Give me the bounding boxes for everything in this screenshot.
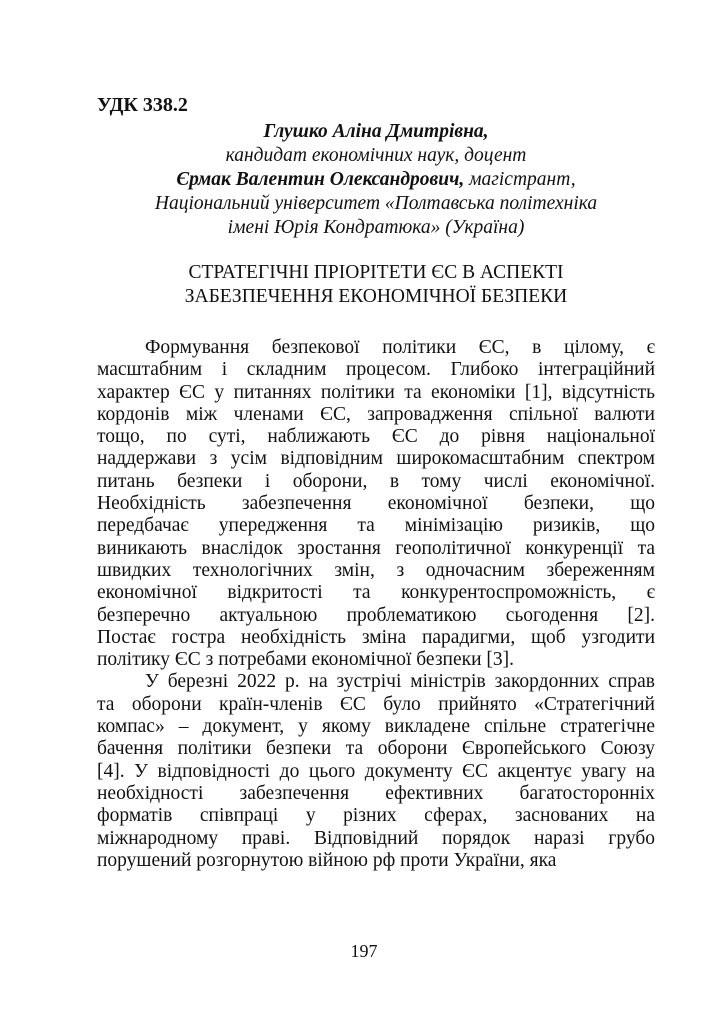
text-line: економічної відкритості та конкурентоспроможність, є [97,582,655,604]
author1-position: кандидат економічних наук, доцент [225,145,527,166]
article-body [97,337,655,872]
udk-code: УДК 338.2 [97,94,188,116]
text-line: бачення політики безпеки та оборони Європейського Союзу [97,738,655,760]
text-line: У березні 2022 р. на зустрічі міністрів закордонних справ [145,671,655,693]
text-line: політику ЄС з потребами економічної безпеки [3]. [97,649,515,671]
text-line: компас» – документ, у якому викладене спільне стратегічне [97,716,655,738]
affiliation-line: Національний університет «Полтавська політехніка [154,193,598,214]
text-line: тощо, по суті, наближають ЄС до рівня національної [97,426,655,448]
text-line: питань безпеки і оборони, в тому числі економічної. [97,470,655,492]
title-line: СТРАТЕГІЧНІ ПРІОРІТЕТИ ЄС В АСПЕКТІ [188,262,564,283]
page-number: 197 [350,941,378,961]
text-line: кордонів між членами ЄС, запровадження спільної валюти [97,403,655,425]
text-line: масштабним і складним процесом. Глибоко інтеграційний [97,359,655,381]
text-line: Постає гостра необхідність зміна парадигми, щоб узгодити [97,626,655,648]
paragraph-1 [97,337,655,671]
author2-name: Єрмак Валентин Олександрович, [176,169,465,190]
text-line: форматів співпраці у різних сферах, заснованих на [97,805,655,827]
author1-name: Глушко Аліна Дмитрівна, [263,121,489,142]
text-line: порушений розгорнутою війною рф проти України, яка [97,849,557,871]
text-line: [4]. У відповідності до цього документу ЄС акцентує увагу на [97,760,655,782]
text-line: Необхідність забезпечення економічної безпеки, що [97,493,655,515]
text-line: необхідності забезпечення ефективних багатосторонніх [97,782,655,804]
affiliation-line: імені Юрія Кондратюка» (Україна) [227,217,525,238]
text-line: швидких технологічних змін, з одночасним збереженням [97,559,655,581]
text-line: виникають внаслідок зростання геополітичної конкуренції та [97,537,655,559]
paragraph-2 [97,671,655,872]
title-line: ЗАБЕЗПЕЧЕННЯ ЕКОНОМІЧНОЇ БЕЗПЕКИ [184,286,568,307]
text-line: передбачає упередження та мінімізацію ризиків, що [97,515,655,537]
text-line: характер ЄС у питаннях політики та економіки [1], відсутність [97,381,655,403]
text-line: та оборони країн-членів ЄС було прийнято «Стратегічний [97,693,655,715]
author-block [97,120,655,240]
text-line: Формування безпекової політики ЄС, в цілому, є [145,337,655,358]
text-line: наддержави з усім відповідним широкомасштабним спектром [97,448,655,470]
text-line: безперечно актуальною проблематикою сьогодення [2]. [97,604,655,626]
author2-position: магістрант, [464,169,576,190]
text-line: міжнародному праві. Відповідний порядок наразі грубо [97,827,655,849]
article-title [97,261,655,309]
